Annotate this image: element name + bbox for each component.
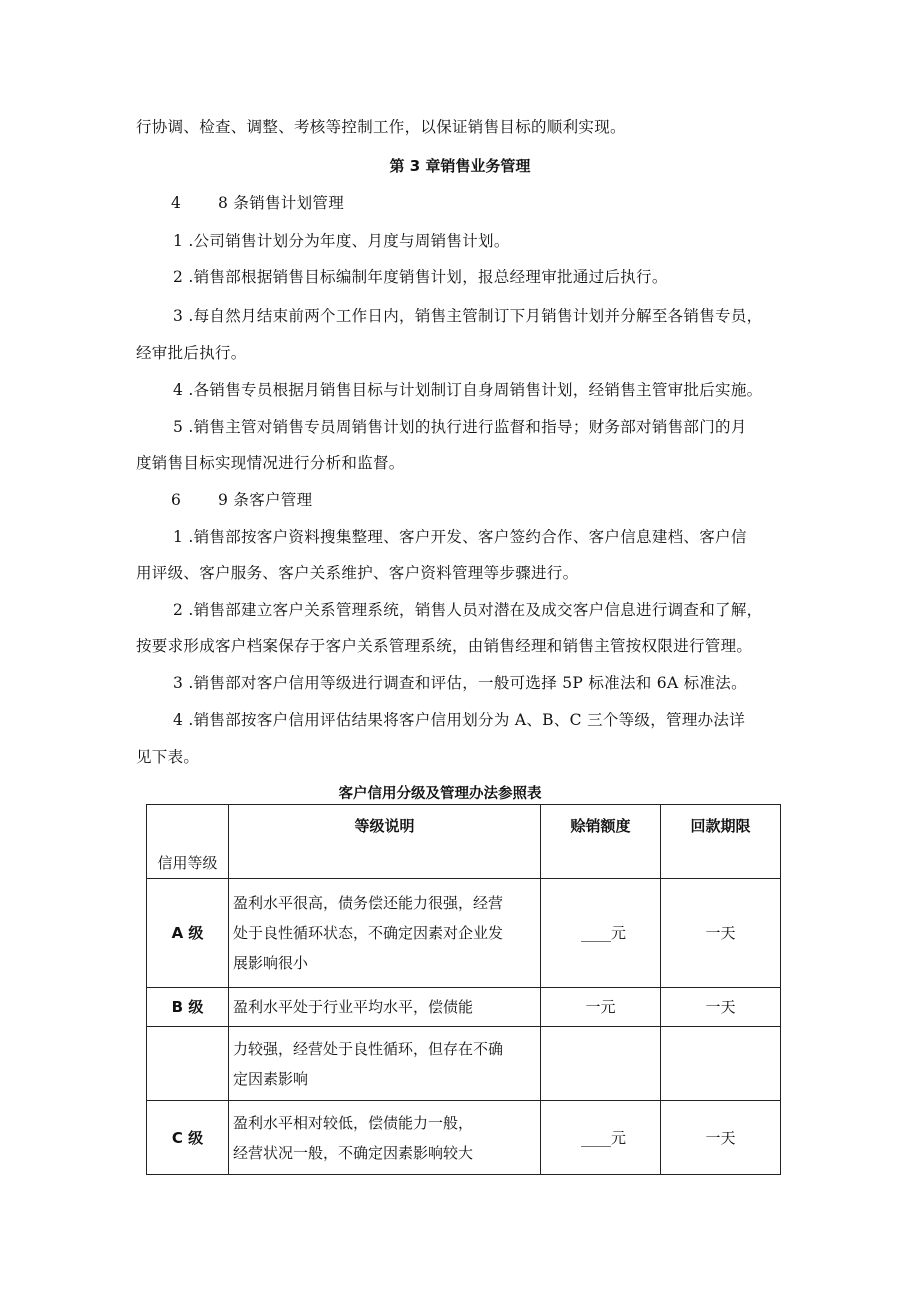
article-8-item-3-line-2: 经审批后执行。	[136, 344, 247, 362]
description-line: 力较强，经营处于良性循环，但存在不确	[233, 1039, 504, 1058]
table-row	[147, 988, 781, 1027]
table-caption: 客户信用分级及管理办法参照表	[338, 786, 542, 802]
grade-cell: C 级	[147, 1101, 229, 1175]
article-9-item-2-line-1: 2 .销售部建立客户关系管理系统，销售人员对潜在及成交客户信息进行调查和了解，	[173, 601, 763, 619]
article-9-item-2-line-2: 按要求形成客户档案保存于客户关系管理系统，由销售经理和销售主管按权限进行管理。	[136, 637, 753, 655]
credit-limit-cell: ____元	[541, 1101, 661, 1175]
article-8-item-5-line-1: 5 .销售主管对销售专员周销售计划的执行进行监督和指导；财务部对销售部门的月	[173, 418, 747, 436]
article-8-item-4: 4 .各销售专员根据月销售目标与计划制订自身周销售计划，经销售主管审批后实施。	[173, 381, 763, 399]
article-8-item-5-line-2: 度销售目标实现情况进行分析和监督。	[136, 454, 405, 472]
table-row	[147, 1027, 781, 1101]
table-row	[147, 879, 781, 988]
article-8-item-1: 1 .公司销售计划分为年度、月度与周销售计划。	[173, 232, 510, 250]
description-line: 盈利水平相对较低，偿债能力一般，	[233, 1113, 474, 1132]
table-row	[147, 1101, 781, 1175]
header-credit-limit: 赊销额度	[541, 805, 661, 879]
description-line: 展影响很小	[233, 954, 309, 972]
repayment-term-cell: 一天	[661, 988, 781, 1027]
description-line: 盈利水平处于行业平均水平，偿债能	[233, 998, 474, 1016]
paragraph-continuation: 行协调、检查、调整、考核等控制工作，以保证销售目标的顺利实现。	[136, 118, 626, 136]
article-9-title: 9 条客户管理	[218, 491, 313, 509]
description-cell	[229, 879, 541, 988]
grade-cell	[147, 1027, 229, 1101]
article-9-item-4-line-1: 4 .销售部按客户信用评估结果将客户信用划分为 A、B、C 三个等级，管理办法详	[173, 711, 746, 729]
header-repayment-term: 回款期限	[661, 805, 781, 879]
repayment-term-cell	[661, 1027, 781, 1101]
table-header-row	[147, 805, 781, 879]
credit-grade-table	[146, 804, 781, 1175]
repayment-term-cell: 一天	[661, 879, 781, 988]
grade-cell: A 级	[147, 879, 229, 988]
article-9-item-1-line-2: 用评级、客户服务、客户关系维护、客户资料管理等步骤进行。	[136, 564, 579, 582]
article-8-title: 8 条销售计划管理	[218, 194, 344, 212]
description-cell	[229, 988, 541, 1027]
description-line: 经营状况一般，不确定因素影响较大	[233, 1143, 474, 1162]
chapter-heading: 第 3 章销售业务管理	[389, 157, 531, 175]
article-8-number: 4	[171, 194, 182, 212]
description-line: 定因素影响	[233, 1069, 309, 1088]
description-line: 盈利水平很高，债务偿还能力很强，经营	[233, 894, 504, 912]
repayment-term-cell: 一天	[661, 1101, 781, 1175]
article-9-item-3: 3 .销售部对客户信用等级进行调查和评估，一般可选择 5P 标准法和 6A 标准法。	[173, 674, 747, 692]
header-grade: 信用等级	[147, 805, 229, 879]
credit-limit-cell: 一元	[541, 988, 661, 1027]
article-9-number: 6	[171, 491, 182, 509]
article-8-item-3-line-1: 3 .每自然月结束前两个工作日内，销售主管制订下月销售计划并分解至各销售专员，	[173, 307, 763, 325]
grade-cell: B 级	[147, 988, 229, 1027]
header-description: 等级说明	[229, 805, 541, 879]
description-cell	[229, 1027, 541, 1101]
credit-limit-cell: ____元	[541, 879, 661, 988]
article-8-item-2: 2 .销售部根据销售目标编制年度销售计划，报总经理审批通过后执行。	[173, 268, 668, 286]
description-cell	[229, 1101, 541, 1175]
article-9-item-1-line-1: 1 .销售部按客户资料搜集整理、客户开发、客户签约合作、客户信息建档、客户信	[173, 528, 747, 546]
description-line: 处于良性循环状态，不确定因素对企业发	[233, 924, 504, 942]
article-9-item-4-line-2: 见下表。	[136, 748, 200, 766]
credit-limit-cell	[541, 1027, 661, 1101]
